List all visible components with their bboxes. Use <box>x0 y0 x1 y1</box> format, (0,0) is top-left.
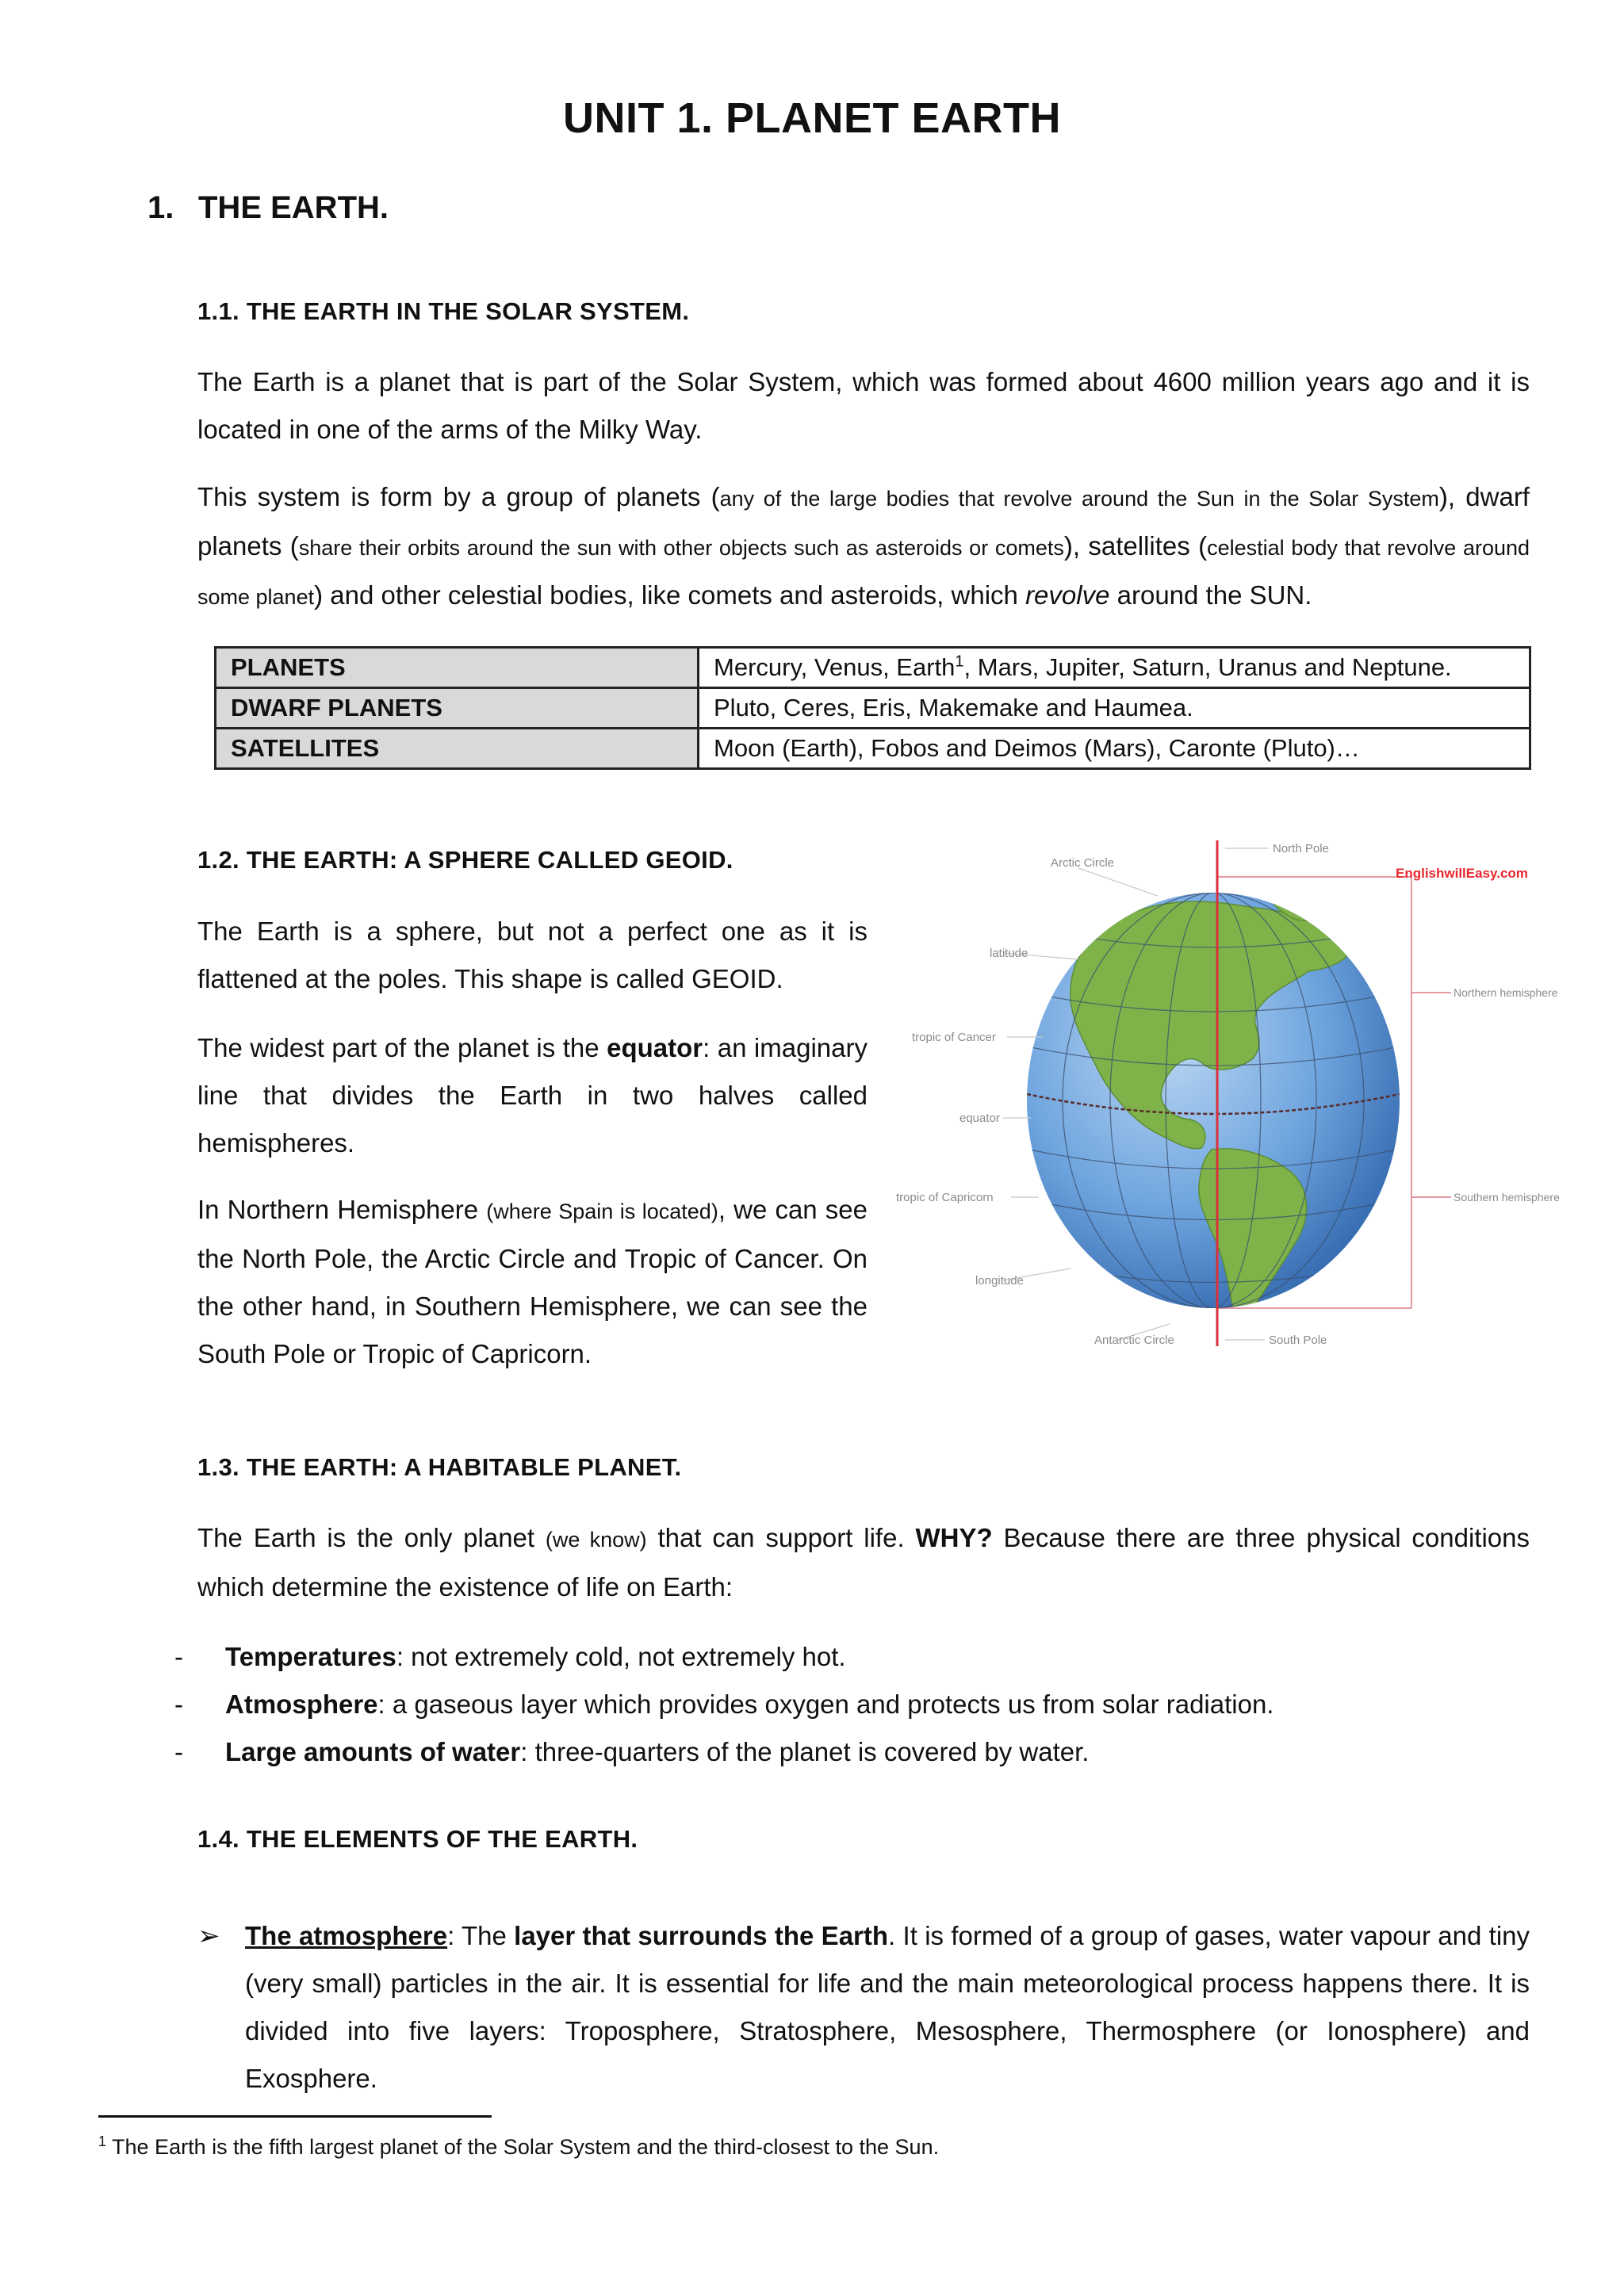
table-value: Mercury, Venus, Earth$^1$, Mars, Jupiter, Saturn, Uranus and Neptune. <box>699 648 1530 688</box>
paragraph-system-members: This system is form by a group of planets (any of the large bodies that revolve around the Sun in the Solar System), dwarf planets (share their orbits around the sun with other objects such as asteroids or comets), satellites (celestial body that revolve around some planet) and other celestial bodies, like comets and asteroids, which revolve around the SUN. <box>197 482 1530 610</box>
label-arctic-circle: Arctic Circle <box>1051 856 1115 870</box>
subsection-heading-solar-system: 1.1. THE EARTH IN THE SOLAR SYSTEM. <box>197 297 690 325</box>
label-longitude: longitude <box>975 1274 1024 1288</box>
paragraph-equator: The widest part of the planet is the equator: an imaginary line that divides the Earth in two halves called hemispheres. <box>197 1033 868 1158</box>
page-title: UNIT 1. PLANET EARTH <box>562 94 1062 142</box>
section-heading-earth <box>147 190 389 226</box>
arrow-bullet-icon: ➢ <box>197 1921 220 1951</box>
subsection-heading-habitable: 1.3. THE EARTH: A HABITABLE PLANET. <box>197 1453 682 1481</box>
section-title: THE EARTH. <box>198 190 389 225</box>
table-value: Pluto, Ceres, Eris, Makemake and Haumea. <box>699 688 1530 729</box>
table-row <box>216 688 1530 729</box>
paragraph-hemispheres: In Northern Hemisphere (where Spain is located), we can see the North Pole, the Arctic Circle and Tropic of Cancer. On the other hand, in Southern Hemisphere, we can see the South Pole or Tropic of Capricorn. <box>197 1195 868 1368</box>
label-antarctic-circle: Antarctic Circle <box>1094 1334 1174 1347</box>
label-equator: equator <box>959 1112 1000 1125</box>
solar-system-table <box>214 646 1531 770</box>
label-northern-hemisphere: Northern hemisphere <box>1454 986 1558 999</box>
table-row <box>216 729 1530 769</box>
footnote: $^1$ The Earth is the fifth largest planet of the Solar System and the third-closest to the Sun. <box>98 2133 940 2159</box>
globe-diagram <box>896 832 1562 1356</box>
table-row <box>216 648 1530 688</box>
label-latitude: latitude <box>990 947 1028 960</box>
atmosphere-item <box>197 1912 1530 2103</box>
label-tropic-capricorn: tropic of Capricorn <box>896 1191 994 1204</box>
label-north-pole: North Pole <box>1273 842 1329 855</box>
label-south-pole: South Pole <box>1269 1334 1327 1347</box>
subsection-heading-elements: 1.4. THE ELEMENTS OF THE EARTH. <box>197 1825 638 1853</box>
table-label: SATELLITES <box>216 729 699 769</box>
list-item: - Temperatures: not extremely cold, not extremely hot. <box>174 1642 846 1671</box>
list-item: - Large amounts of water: three-quarters of the planet is covered by water. <box>174 1737 1090 1766</box>
conditions-list <box>174 1633 1522 1776</box>
label-southern-hemisphere: Southern hemisphere <box>1454 1191 1560 1203</box>
footnote-ref: 1 <box>955 652 964 671</box>
atmosphere-text: The atmosphere: The layer that surrounds the Earth. It is formed of a group of gases, water vapour and tiny (very small) particles in the air. It is essential for life and the main meteorological process happens there. It is divided into five layers: Troposphere, Stratosphere, Mesosphere, Thermosphere (or Ionosphere) and Exosphere. <box>245 1921 1530 2093</box>
table-value: Moon (Earth), Fobos and Deimos (Mars), Caronte (Pluto)… <box>699 729 1530 769</box>
table-label: PLANETS <box>216 648 699 688</box>
paragraph-habitable: The Earth is the only planet (we know) that can support life. WHY? Because there are three physical conditions which determine the existence of life on Earth: <box>197 1523 1530 1601</box>
paragraph-geoid: The Earth is a sphere, but not a perfect one as it is flattened at the poles. This shape is called GEOID. <box>197 916 868 993</box>
subsection-heading-geoid: 1.2. THE EARTH: A SPHERE CALLED GEOID. <box>197 846 733 874</box>
footnote-rule <box>98 2115 492 2118</box>
paragraph-solar-system: The Earth is a planet that is part of the Solar System, which was formed about 4600 million years ago and it is located in one of the arms of the Milky Way. <box>197 367 1530 444</box>
label-tropic-cancer: tropic of Cancer <box>912 1031 996 1044</box>
table-label: DWARF PLANETS <box>216 688 699 729</box>
label-site: EnglishwillEasy.com <box>1396 866 1528 881</box>
list-item: - Atmosphere: a gaseous layer which provides oxygen and protects us from solar radiation. <box>174 1689 1274 1719</box>
section-number: 1. <box>147 190 174 225</box>
footnote-mark: 1 <box>98 2133 107 2149</box>
